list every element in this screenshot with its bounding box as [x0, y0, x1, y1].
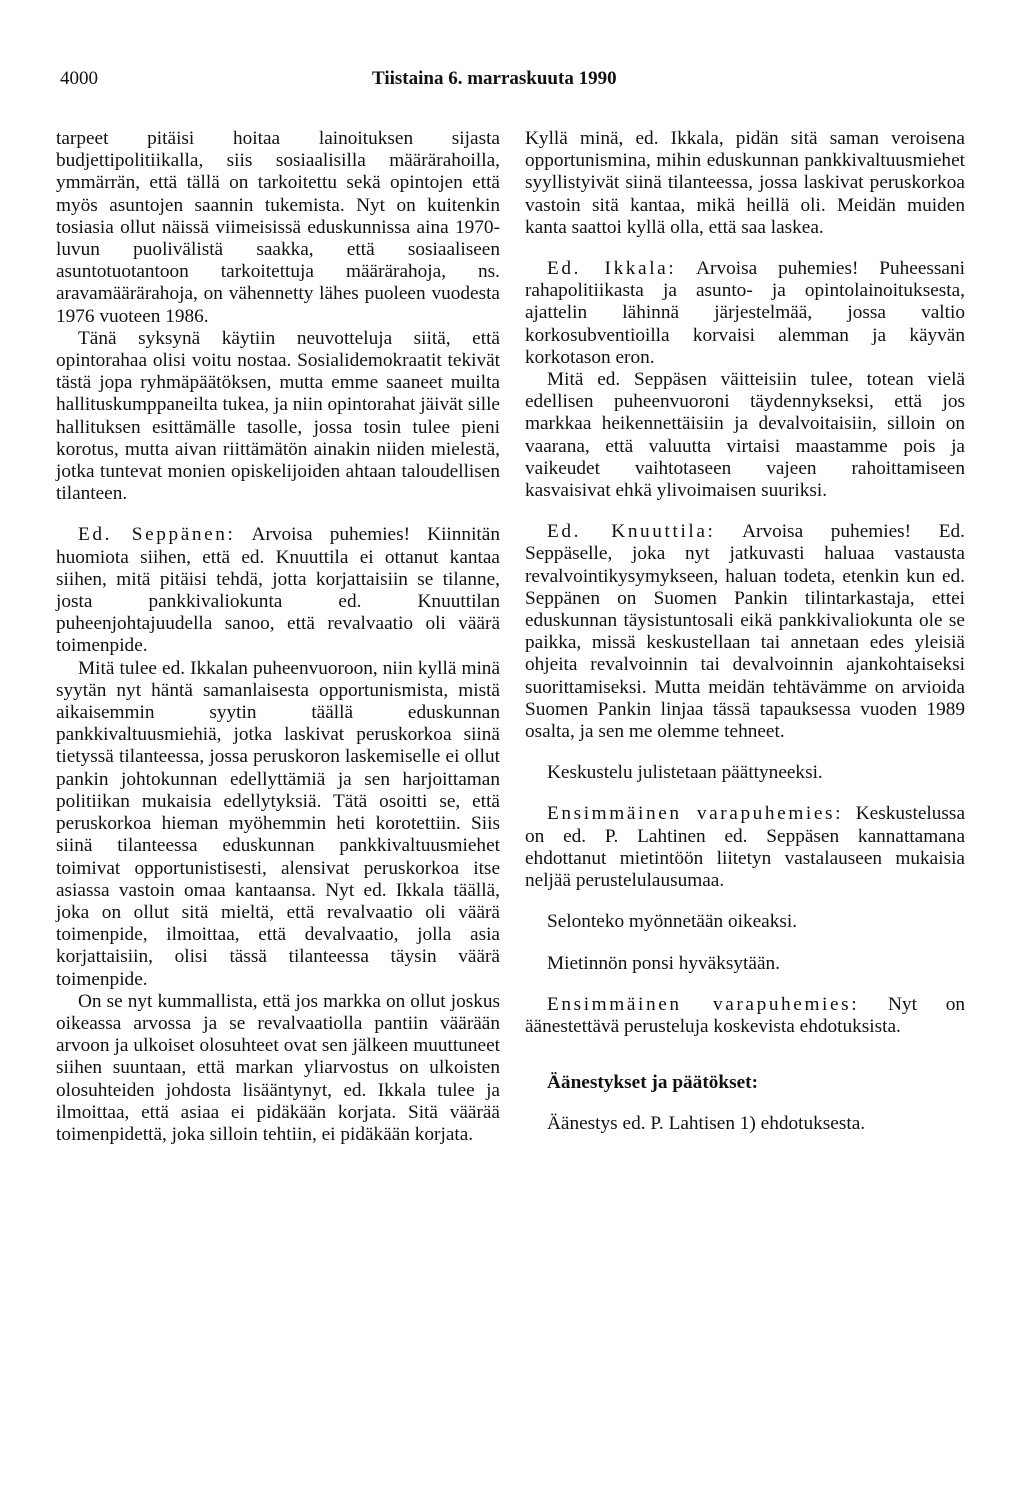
paragraph: Kyllä minä, ed. Ikkala, pidän sitä saman veroisena opportunismina, mihin eduskunnan pankkivaltuusmiehet syyllistyivät siinä tilanteessa, jossa laskivat peruskorkoa vastoin sitä kantaa, mikä heillä oli. Meidän muiden kanta saattoi kyllä olla, että saa laskea. — [525, 128, 965, 238]
paragraph: Selonteko myönnetään oikeaksi. — [547, 911, 798, 933]
section-heading: Äänestykset ja päätökset: — [547, 1072, 759, 1094]
page-header — [60, 68, 980, 94]
speaker-name: Ed. Ikkala: — [547, 258, 677, 280]
speech-ikkala — [525, 258, 965, 369]
speech-text: Keskustelussa on ed. P. Lahtinen ed. Seppäsen kannattamana ehdottanut mietintöön liitetyn vastalauseen mukaisia neljää perustelulausumaa. — [525, 803, 965, 892]
speaker-name: Ed. Seppänen: — [78, 524, 236, 546]
paragraph: tarpeet pitäisi hoitaa lainoituksen sijasta budjettipolitiikalla, siis sosiaalisilla määrärahoilla, ymmärrän, että tällä on tarkoitettu sekä opintojen että myös asuntojen saannin tukemista. Nyt on kuitenkin tosiasia ollut näissä viimeisissä eduskunnissa aina 1970-luvun puolivälistä saakka, että sosiaaliseen asuntotuotantoon tarkoitettuja määrärahoja, ns. aravamäärärahoja, on vähennetty lähes puoleen vuodesta 1976 vuoteen 1986. — [56, 128, 500, 327]
speech-seppanen — [56, 524, 500, 657]
speech-text: Arvoisa puhemies! Ed. Seppäselle, joka nyt jatkuvasti haluaa vastausta revalvointikysymykseen, haluan todeta, etenkin kun ed. Seppänen on Suomen Pankin tilintarkastaja, ettei eduskunnan täysistuntosali eikä pankkivaliokunta ole se paikka, missä keskustellaan tai annetaan edes yleisiä ohjeita revalvoinnin tai devalvoinnin ajankohtaiseksi suorittamiseksi. Mutta meidän tehtävämme on arvioida Suomen Pankin linjaa tässä tapauksessa vuoden 1989 osalta, ja sen me olemme tehneet. — [525, 521, 965, 743]
page-number: 4000 — [60, 68, 98, 89]
right-column — [525, 128, 965, 1136]
paragraph: Mitä ed. Seppäsen väitteisiin tulee, totean vielä edellisen puheenvuoroni täydennykseksi, että jos markkaa heikennettäisiin ja devalvoitaisiin, silloin on vaarana, että valuutta virtaisi maastamme pois ja vaikeudet vaihtotaseen vajeen rahoittamiseen kasvaisivat ehkä ylivoimaisen suuriksi. — [525, 369, 965, 502]
paragraph: Äänestys ed. P. Lahtisen 1) ehdotuksesta. — [547, 1113, 866, 1135]
speaker-name: Ed. Knuuttila: — [547, 521, 716, 543]
speech-varapuhemies — [525, 994, 965, 1038]
paragraph: On se nyt kummallista, että jos markka on ollut joskus oikeassa arvossa ja se revalvaatiolla pantiin väärään arvoon ja ulkoiset olosuhteet ovat sen jälkeen muuttuneet siihen suuntaan, että markan yliarvostus on ulkoisten olosuhteiden johdosta lisääntynyt, ed. Ikkala tulee ja ilmoittaa, että asiaa ei pidäkään korjata. Sitä väärää toimenpidettä, joka silloin tehtiin, ei pidäkään korjata. — [56, 990, 500, 1145]
paragraph: Keskustelu julistetaan päättyneeksi. — [547, 762, 823, 784]
left-column — [56, 128, 500, 1146]
speech-text: Nyt on äänestettävä perusteluja koskevista ehdotuksista. — [525, 993, 965, 1037]
speaker-name: Ensimmäinen varapuhemies: — [547, 803, 844, 825]
speech-text: Arvoisa puhemies! Puheessani rahapolitiikasta ja asunto- ja opintolainoituksesta, ajattelin lähinnä järjestelmää, jossa valtio korkosubventioilla korvaisi alemman ja käyvän korkotason eron. — [525, 258, 965, 368]
speech-text: Arvoisa puhemies! Kiinnitän huomiota siihen, että ed. Knuuttila ei ottanut kantaa siihen, mitä pitäisi tehdä, jotta korjattaisiin se tilanne, josta pankkivaliokunta ed. Knuuttilan puheenjohtajuudella sanoo, että revalvaatio oli väärä toimenpide. — [56, 524, 500, 657]
speaker-name: Ensimmäinen varapuhemies: — [547, 993, 860, 1015]
paragraph: Mitä tulee ed. Ikkalan puheenvuoroon, niin kyllä minä syytän nyt häntä samanlaisesta opportunismista, mistä aikaisemmin syytin täällä eduskunnan pankkivaltuusmiehiä, jotka laskivat peruskorkoa siinä tietyssä tilanteessa, jossa peruskoron laskemiselle ei ollut pankin johtokunnan edellyttämiä ja sen harjoittaman politiikan mukaisia edellytyksiä. Tätä osoitti se, että peruskorkoa hieman myöhemmin heti korotettiin. Siis siinä tilanteessa eduskunnan pankkivaltuusmiehet toimivat opportunistisesti, alensivat peruskorkoa itse asiassa vastoin omaa kantaansa. Nyt ed. Ikkala täällä, joka on ollut sitä mieltä, että revalvaatio oli väärä toimenpide, ilmoittaa, että devalvaatio, jolla asia korjattaisiin, olisi tässä tilanteessa täysin väärä toimenpide. — [56, 657, 500, 990]
paragraph: Tänä syksynä käytiin neuvotteluja siitä, että opintorahaa olisi voitu nostaa. Sosialidemokraatit tekivät tästä jopa ryhmäpäätöksen, mutta emme saaneet muilta hallituskumppaneilta tukea, ja niin opintorahat jäivät sille hallituksen esittämälle tasolle, jossa tosin tulee pieni korotus, mutta aivan riittämätön ainakin niiden mielestä, jotka tuntevat monien opiskelijoiden ahtaan taloudellisen tilanteen. — [56, 327, 500, 505]
speech-varapuhemies — [525, 803, 965, 892]
speech-knuuttila — [525, 521, 965, 743]
page-date: Tiistaina 6. marraskuuta 1990 — [372, 68, 617, 89]
paragraph: Mietinnön ponsi hyväksytään. — [547, 952, 780, 974]
